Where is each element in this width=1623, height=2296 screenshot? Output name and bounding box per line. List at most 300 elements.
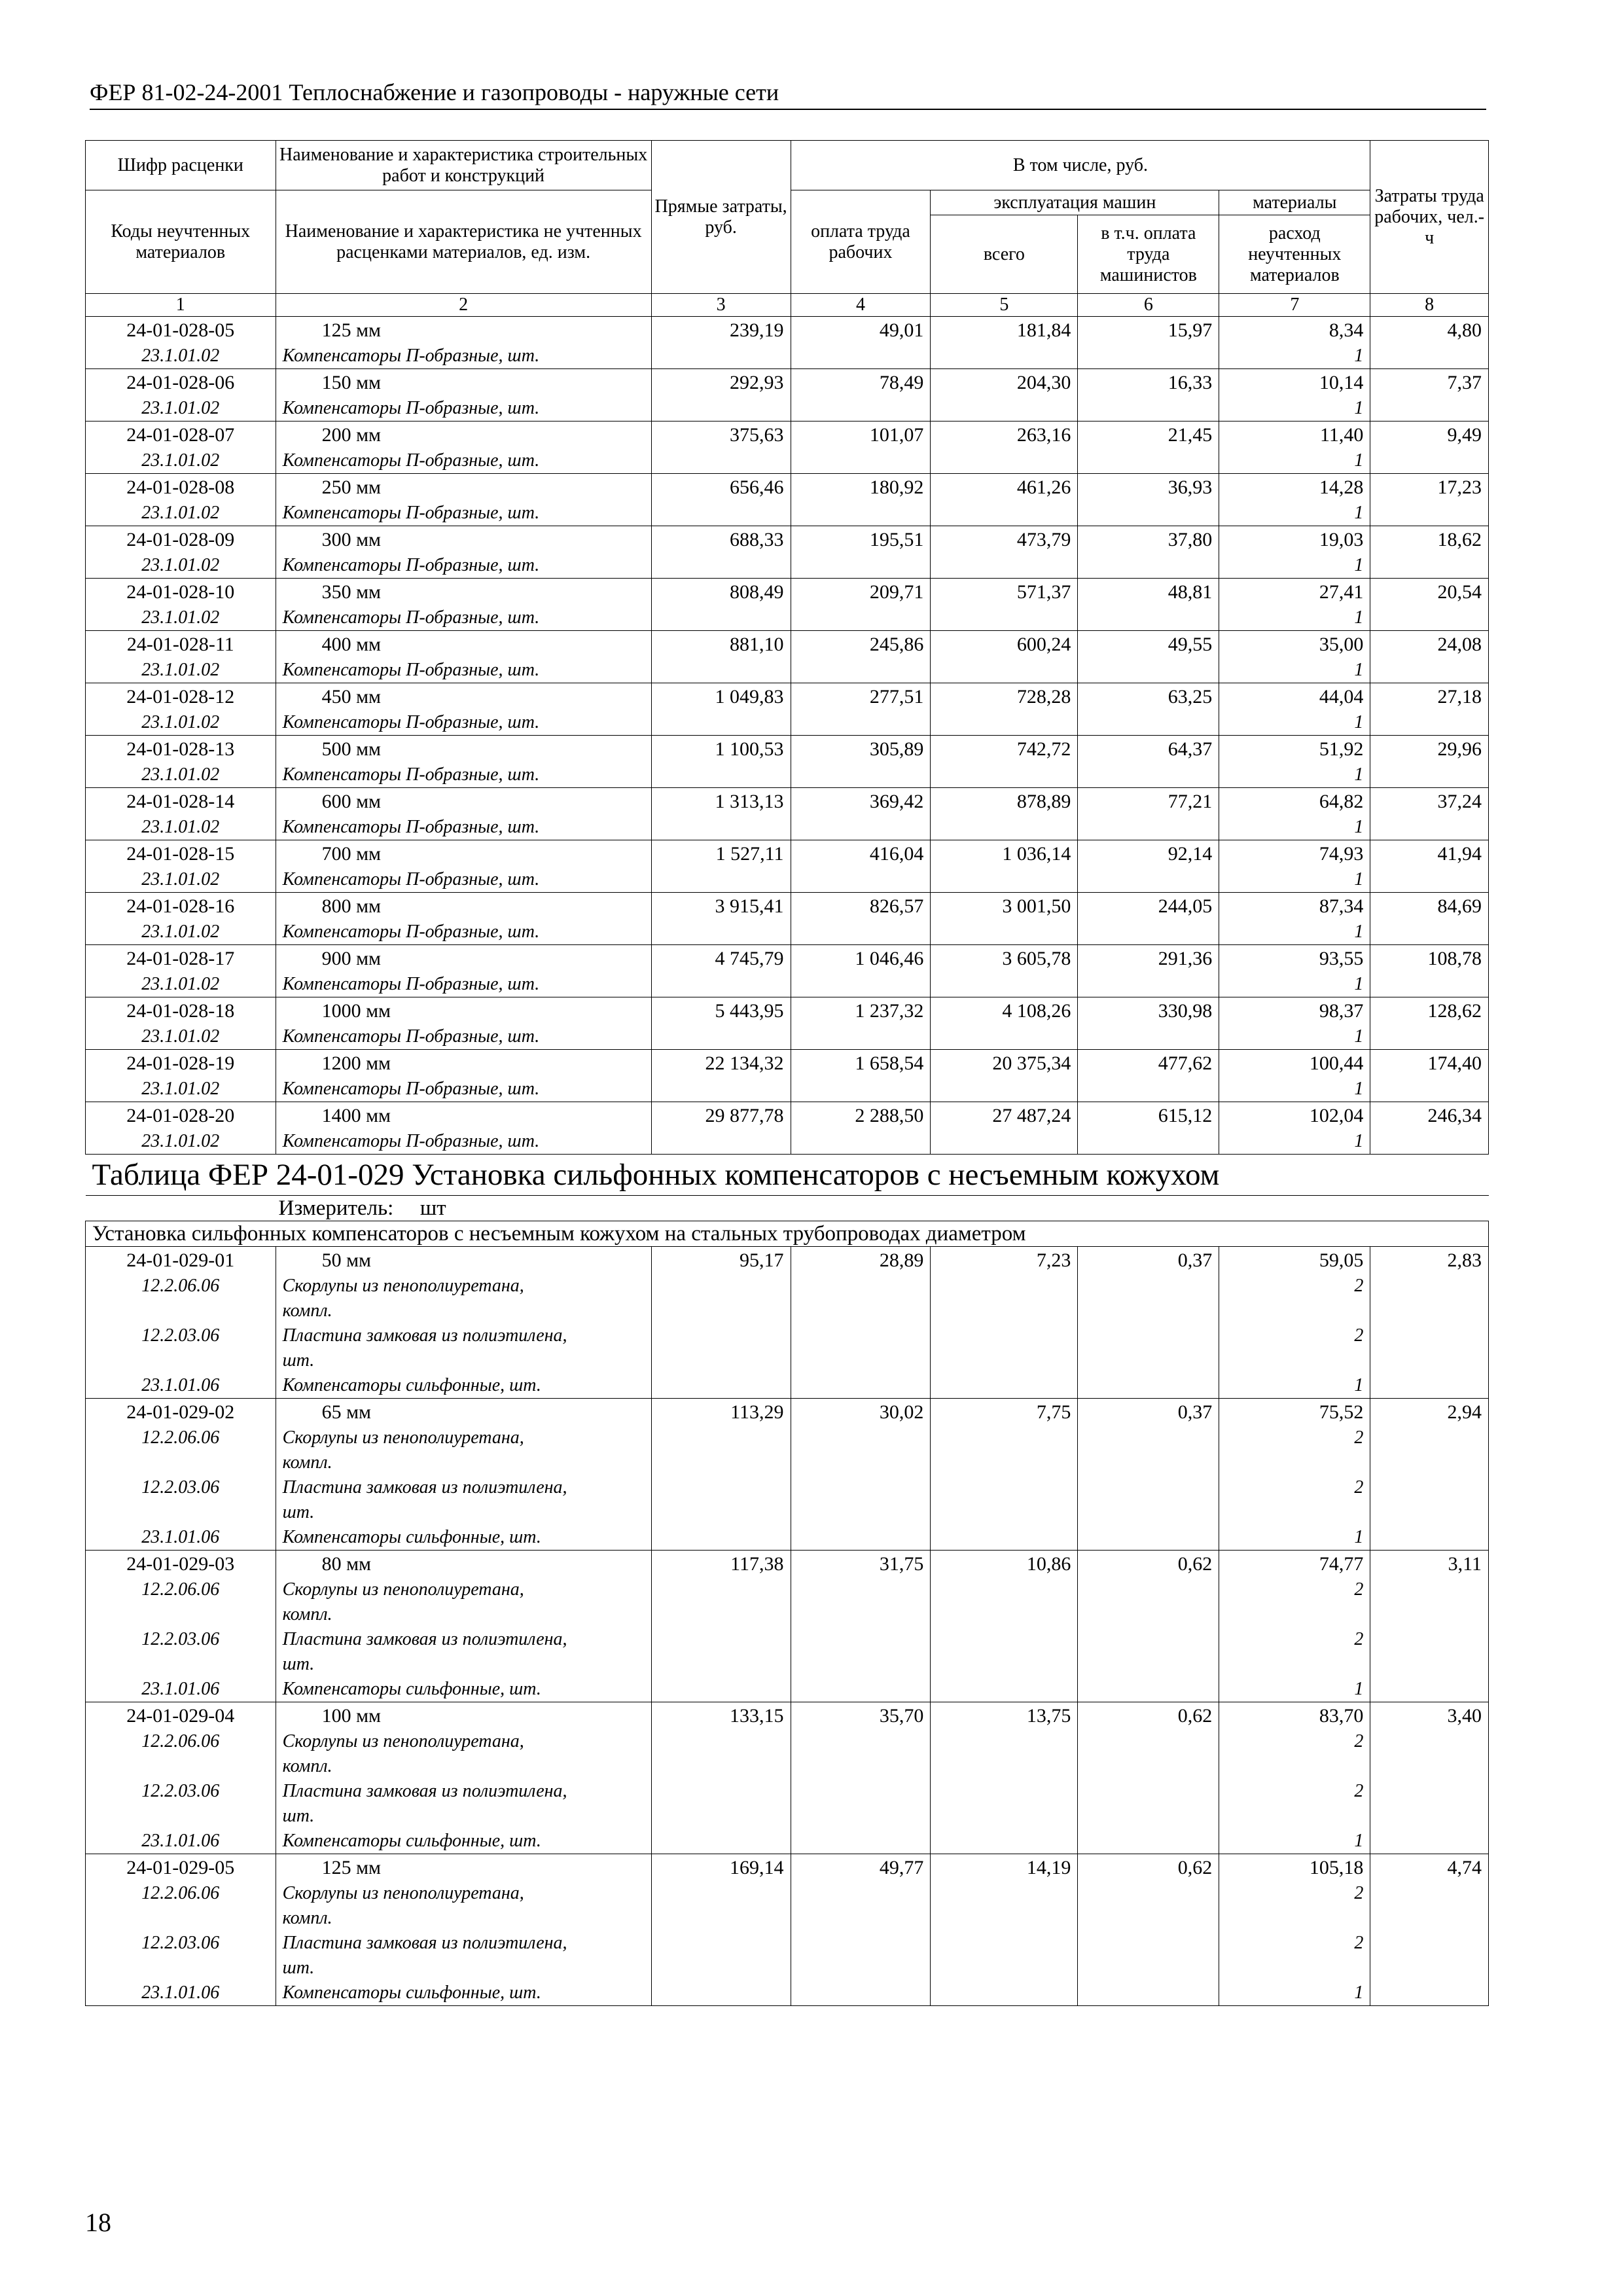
table-029-title: Таблица ФЕР 24-01-029 Установка сильфонных компенсаторов с несъемным кожухом <box>86 1155 1489 1196</box>
material-code: 23.1.01.06 <box>141 1679 220 1699</box>
rate-code: 24-01-028-06 <box>126 372 235 393</box>
labor-pay: 30,02 <box>879 1401 924 1423</box>
material-qty: 1 <box>1354 1982 1364 2003</box>
materials-cost: 19,03 <box>1319 529 1364 550</box>
machines-labor: 0,62 <box>1177 1553 1213 1575</box>
rate-code: 24-01-028-18 <box>126 1000 235 1022</box>
material-name: Компенсаторы сильфонные, шт. <box>282 1527 541 1547</box>
rate-code: 24-01-029-02 <box>126 1401 235 1423</box>
material-name: Компенсаторы П-образные, шт. <box>282 712 540 732</box>
material-qty: 1 <box>1354 1079 1364 1099</box>
col-number: 8 <box>1370 294 1489 317</box>
material-name: Скорлупы из пенополиуретана, <box>282 1427 524 1448</box>
work-name: 150 мм <box>321 372 382 393</box>
labor-hours: 41,94 <box>1437 843 1482 865</box>
labor-hours: 108,78 <box>1427 948 1482 969</box>
labor-pay: 1 658,54 <box>855 1052 924 1074</box>
labor-pay: 2 288,50 <box>855 1105 924 1126</box>
work-name: 125 мм <box>321 1857 382 1878</box>
labor-hours: 2,94 <box>1447 1401 1482 1423</box>
materials-cost: 59,05 <box>1319 1249 1364 1271</box>
direct-costs: 808,49 <box>730 581 784 603</box>
machines-total: 461,26 <box>1016 476 1071 498</box>
work-name: 450 мм <box>321 686 382 708</box>
material-name: Компенсаторы сильфонные, шт. <box>282 1831 541 1851</box>
machines-total: 204,30 <box>1016 372 1071 393</box>
material-name: Пластина замковая из полиэтилена, <box>282 1325 567 1346</box>
header-including: В том числе, руб. <box>791 141 1370 190</box>
labor-pay: 1 046,46 <box>855 948 924 969</box>
table-row <box>86 840 1489 893</box>
material-qty: 2 <box>1354 1579 1364 1600</box>
machines-labor: 0,37 <box>1177 1401 1213 1423</box>
machines-labor: 37,80 <box>1168 529 1213 550</box>
col-number: 7 <box>1219 294 1370 317</box>
material-qty: 1 <box>1354 712 1364 732</box>
machines-labor: 21,45 <box>1168 424 1213 446</box>
material-code: 23.1.01.06 <box>141 1375 220 1395</box>
header-machines-total: всего <box>931 215 1078 294</box>
header-machines: эксплуатация машин <box>931 190 1219 215</box>
labor-pay: 101,07 <box>869 424 924 446</box>
material-code: 12.2.06.06 <box>141 1731 220 1751</box>
materials-cost: 74,77 <box>1319 1553 1364 1575</box>
machines-labor: 0,62 <box>1177 1705 1213 1727</box>
direct-costs: 375,63 <box>730 424 784 446</box>
labor-hours: 4,80 <box>1447 319 1482 341</box>
material-code: 23.1.01.02 <box>141 1131 220 1151</box>
material-name: Компенсаторы П-образные, шт. <box>282 764 540 785</box>
col-number: 2 <box>276 294 651 317</box>
material-name: Пластина замковая из полиэтилена, <box>282 1933 567 1953</box>
material-qty: 1 <box>1354 922 1364 942</box>
material-name: Компенсаторы П-образные, шт. <box>282 1079 540 1099</box>
header-labor-costs: Затраты труда рабочих, чел.-ч <box>1370 141 1489 294</box>
material-code: 23.1.01.06 <box>141 1527 220 1547</box>
material-qty: 1 <box>1354 555 1364 575</box>
material-name: Компенсаторы П-образные, шт. <box>282 1131 540 1151</box>
labor-pay: 245,86 <box>869 634 924 655</box>
table-row <box>86 1399 1489 1551</box>
table-row <box>86 474 1489 526</box>
table-row <box>86 422 1489 474</box>
rate-code: 24-01-029-04 <box>126 1705 235 1727</box>
material-qty: 2 <box>1354 1781 1364 1801</box>
material-name: Компенсаторы П-образные, шт. <box>282 660 540 680</box>
material-code: 23.1.01.02 <box>141 1079 220 1099</box>
material-code: 23.1.01.02 <box>141 555 220 575</box>
machines-labor: 48,81 <box>1168 581 1213 603</box>
direct-costs: 29 877,78 <box>705 1105 784 1126</box>
labor-pay: 277,51 <box>869 686 924 708</box>
work-name: 1000 мм <box>321 1000 391 1022</box>
machines-total: 263,16 <box>1016 424 1071 446</box>
material-qty: 1 <box>1354 1026 1364 1047</box>
labor-pay: 78,49 <box>879 372 924 393</box>
header-material-codes: Коды неучтенных материалов <box>86 190 276 294</box>
material-qty: 2 <box>1354 1325 1364 1346</box>
material-name: Компенсаторы П-образные, шт. <box>282 398 540 418</box>
work-name: 50 мм <box>321 1249 372 1271</box>
machines-labor: 0,37 <box>1177 1249 1213 1271</box>
labor-pay: 180,92 <box>869 476 924 498</box>
labor-pay: 826,57 <box>869 895 924 917</box>
material-code: 12.2.06.06 <box>141 1883 220 1903</box>
direct-costs: 22 134,32 <box>705 1052 784 1074</box>
material-name: Компенсаторы П-образные, шт. <box>282 555 540 575</box>
material-qty: 1 <box>1354 869 1364 889</box>
direct-costs: 292,93 <box>730 372 784 393</box>
labor-hours: 37,24 <box>1437 791 1482 812</box>
material-qty: 2 <box>1354 1933 1364 1953</box>
page-number: 18 <box>85 2208 111 2237</box>
machines-total: 1 036,14 <box>1002 843 1071 865</box>
materials-cost: 44,04 <box>1319 686 1364 708</box>
material-name: Компенсаторы П-образные, шт. <box>282 869 540 889</box>
table-row <box>86 1854 1489 2006</box>
materials-cost: 10,14 <box>1319 372 1364 393</box>
machines-total: 742,72 <box>1016 738 1071 760</box>
labor-hours: 18,62 <box>1437 529 1482 550</box>
labor-pay: 28,89 <box>879 1249 924 1271</box>
header-code: Шифр расценки <box>86 141 276 190</box>
material-name-cont: компл. <box>282 1300 332 1321</box>
machines-total: 14,19 <box>1026 1857 1071 1878</box>
material-code: 12.2.06.06 <box>141 1427 220 1448</box>
material-name: Скорлупы из пенополиуретана, <box>282 1276 524 1296</box>
machines-total: 27 487,24 <box>992 1105 1071 1126</box>
material-code: 23.1.01.02 <box>141 712 220 732</box>
materials-cost: 98,37 <box>1319 1000 1364 1022</box>
labor-hours: 4,74 <box>1447 1857 1482 1878</box>
machines-labor: 15,97 <box>1168 319 1213 341</box>
labor-hours: 174,40 <box>1427 1052 1482 1074</box>
direct-costs: 1 100,53 <box>715 738 784 760</box>
work-name: 125 мм <box>321 319 382 341</box>
labor-hours: 84,69 <box>1437 895 1482 917</box>
material-qty: 1 <box>1354 1375 1364 1395</box>
material-name: Компенсаторы П-образные, шт. <box>282 346 540 366</box>
material-name: Скорлупы из пенополиуретана, <box>282 1579 524 1600</box>
table-row <box>86 788 1489 840</box>
material-name-cont: шт. <box>282 1958 315 1978</box>
materials-cost: 35,00 <box>1319 634 1364 655</box>
machines-total: 20 375,34 <box>992 1052 1071 1074</box>
material-code: 23.1.01.02 <box>141 869 220 889</box>
rate-code: 24-01-028-15 <box>126 843 235 865</box>
material-code: 23.1.01.02 <box>141 660 220 680</box>
material-code: 12.2.03.06 <box>141 1325 220 1346</box>
work-name: 250 мм <box>321 476 382 498</box>
header-labor-pay: оплата труда рабочих <box>791 190 931 294</box>
header-material-consumption: расход неучтенных материалов <box>1219 215 1370 294</box>
material-code: 12.2.03.06 <box>141 1933 220 1953</box>
material-qty: 1 <box>1354 503 1364 523</box>
col-number: 4 <box>791 294 931 317</box>
material-qty: 1 <box>1354 660 1364 680</box>
labor-hours: 20,54 <box>1437 581 1482 603</box>
materials-cost: 64,82 <box>1319 791 1364 812</box>
machines-labor: 291,36 <box>1158 948 1213 969</box>
material-name-cont: компл. <box>282 1908 332 1928</box>
machines-total: 600,24 <box>1016 634 1071 655</box>
material-name: Скорлупы из пенополиуретана, <box>282 1731 524 1751</box>
work-name: 350 мм <box>321 581 382 603</box>
work-name: 80 мм <box>321 1553 372 1575</box>
meter-unit: шт <box>419 1196 446 1220</box>
rate-code: 24-01-028-16 <box>126 895 235 917</box>
materials-cost: 87,34 <box>1319 895 1364 917</box>
rate-code: 24-01-028-20 <box>126 1105 235 1126</box>
material-qty: 2 <box>1354 1883 1364 1903</box>
material-code: 12.2.06.06 <box>141 1579 220 1600</box>
direct-costs: 113,29 <box>730 1401 784 1423</box>
material-code: 23.1.01.06 <box>141 1831 220 1851</box>
machines-labor: 0,62 <box>1177 1857 1213 1878</box>
machines-total: 13,75 <box>1026 1705 1071 1727</box>
table-029-description: Установка сильфонных компенсаторов с несъемным кожухом на стальных трубопроводах диаметром <box>86 1221 1489 1247</box>
header-work-name: Наименование и характеристика строительных работ и конструкций <box>276 141 651 190</box>
labor-hours: 17,23 <box>1437 476 1482 498</box>
rate-code: 24-01-028-19 <box>126 1052 235 1074</box>
machines-labor: 77,21 <box>1168 791 1213 812</box>
machines-total: 728,28 <box>1016 686 1071 708</box>
material-name: Пластина замковая из полиэтилена, <box>282 1629 567 1649</box>
header-machines-labor: в т.ч. оплата труда машинистов <box>1078 215 1219 294</box>
work-name: 1400 мм <box>321 1105 391 1126</box>
work-name: 65 мм <box>321 1401 372 1423</box>
labor-pay: 31,75 <box>879 1553 924 1575</box>
header-material-names: Наименование и характеристика не учтенных расценками материалов, ед. изм. <box>276 190 651 294</box>
material-code: 12.2.03.06 <box>141 1477 220 1498</box>
rate-code: 24-01-028-09 <box>126 529 235 550</box>
labor-pay: 209,71 <box>869 581 924 603</box>
materials-cost: 11,40 <box>1319 424 1364 446</box>
material-qty: 1 <box>1354 1831 1364 1851</box>
materials-cost: 14,28 <box>1319 476 1364 498</box>
material-name: Компенсаторы П-образные, шт. <box>282 922 540 942</box>
direct-costs: 688,33 <box>730 529 784 550</box>
materials-cost: 105,18 <box>1309 1857 1364 1878</box>
material-code: 23.1.01.02 <box>141 398 220 418</box>
material-name: Пластина замковая из полиэтилена, <box>282 1781 567 1801</box>
rate-code: 24-01-028-07 <box>126 424 235 446</box>
materials-cost: 102,04 <box>1309 1105 1364 1126</box>
material-code: 23.1.01.02 <box>141 922 220 942</box>
rate-code: 24-01-029-05 <box>126 1857 235 1878</box>
work-name: 800 мм <box>321 895 382 917</box>
material-qty: 2 <box>1354 1427 1364 1448</box>
material-name: Компенсаторы сильфонные, шт. <box>282 1679 541 1699</box>
material-code: 23.1.01.02 <box>141 974 220 994</box>
table-row <box>86 369 1489 422</box>
material-name: Компенсаторы П-образные, шт. <box>282 503 540 523</box>
labor-pay: 1 237,32 <box>855 1000 924 1022</box>
labor-pay: 35,70 <box>879 1705 924 1727</box>
material-name: Компенсаторы П-образные, шт. <box>282 817 540 837</box>
direct-costs: 239,19 <box>730 319 784 341</box>
materials-cost: 27,41 <box>1319 581 1364 603</box>
col-number: 6 <box>1078 294 1219 317</box>
col-number: 1 <box>86 294 276 317</box>
rate-code: 24-01-028-08 <box>126 476 235 498</box>
labor-hours: 128,62 <box>1427 1000 1482 1022</box>
material-name: Компенсаторы П-образные, шт. <box>282 607 540 628</box>
labor-hours: 2,83 <box>1447 1249 1482 1271</box>
labor-pay: 416,04 <box>869 843 924 865</box>
material-name-cont: компл. <box>282 1756 332 1776</box>
materials-cost: 51,92 <box>1319 738 1364 760</box>
material-qty: 2 <box>1354 1276 1364 1296</box>
material-name: Пластина замковая из полиэтилена, <box>282 1477 567 1498</box>
header-direct-costs: Прямые затраты, руб. <box>651 141 791 294</box>
direct-costs: 1 313,13 <box>715 791 784 812</box>
material-name-cont: компл. <box>282 1604 332 1624</box>
material-code: 12.2.06.06 <box>141 1276 220 1296</box>
material-code: 23.1.01.02 <box>141 817 220 837</box>
work-name: 400 мм <box>321 634 382 655</box>
direct-costs: 881,10 <box>730 634 784 655</box>
table-row <box>86 736 1489 788</box>
rate-code: 24-01-028-14 <box>126 791 235 812</box>
machines-total: 10,86 <box>1026 1553 1071 1575</box>
table-row <box>86 893 1489 945</box>
work-name: 100 мм <box>321 1705 382 1727</box>
material-name: Компенсаторы сильфонные, шт. <box>282 1982 541 2003</box>
materials-cost: 100,44 <box>1309 1052 1364 1074</box>
work-name: 200 мм <box>321 424 382 446</box>
machines-total: 3 001,50 <box>1002 895 1071 917</box>
machines-total: 7,75 <box>1036 1401 1071 1423</box>
direct-costs: 4 745,79 <box>715 948 784 969</box>
machines-total: 571,37 <box>1016 581 1071 603</box>
material-qty: 1 <box>1354 1131 1364 1151</box>
material-name-cont: шт. <box>282 1350 315 1371</box>
rate-code: 24-01-028-12 <box>126 686 235 708</box>
rate-code: 24-01-029-01 <box>126 1249 235 1271</box>
meter-label: Измеритель: <box>278 1196 394 1220</box>
material-qty: 1 <box>1354 1527 1364 1547</box>
material-qty: 1 <box>1354 764 1364 785</box>
table-row <box>86 1702 1489 1854</box>
work-name: 700 мм <box>321 843 382 865</box>
machines-labor: 92,14 <box>1168 843 1213 865</box>
rate-code: 24-01-028-17 <box>126 948 235 969</box>
labor-hours: 7,37 <box>1447 372 1482 393</box>
material-code: 12.2.03.06 <box>141 1781 220 1801</box>
machines-labor: 36,93 <box>1168 476 1213 498</box>
table-row <box>86 683 1489 736</box>
labor-hours: 246,34 <box>1427 1105 1482 1126</box>
rate-code: 24-01-029-03 <box>126 1553 235 1575</box>
material-name-cont: шт. <box>282 1806 315 1826</box>
price-table <box>85 140 1489 2006</box>
material-code: 12.2.03.06 <box>141 1629 220 1649</box>
direct-costs: 1 049,83 <box>715 686 784 708</box>
table-row <box>86 1247 1489 1399</box>
direct-costs: 656,46 <box>730 476 784 498</box>
machines-total: 3 605,78 <box>1002 948 1071 969</box>
table-row <box>86 997 1489 1050</box>
machines-labor: 64,37 <box>1168 738 1213 760</box>
material-name: Компенсаторы П-образные, шт. <box>282 450 540 471</box>
direct-costs: 3 915,41 <box>715 895 784 917</box>
col-number: 3 <box>651 294 791 317</box>
direct-costs: 5 443,95 <box>715 1000 784 1022</box>
material-code: 23.1.01.02 <box>141 764 220 785</box>
direct-costs: 95,17 <box>740 1249 784 1271</box>
labor-hours: 29,96 <box>1437 738 1482 760</box>
work-name: 600 мм <box>321 791 382 812</box>
machines-total: 181,84 <box>1016 319 1071 341</box>
machines-labor: 16,33 <box>1168 372 1213 393</box>
work-name: 1200 мм <box>321 1052 391 1074</box>
material-code: 23.1.01.02 <box>141 1026 220 1047</box>
machines-labor: 49,55 <box>1168 634 1213 655</box>
work-name: 500 мм <box>321 738 382 760</box>
material-name-cont: шт. <box>282 1654 315 1674</box>
labor-hours: 3,11 <box>1448 1553 1482 1575</box>
machines-labor: 615,12 <box>1158 1105 1213 1126</box>
table-row <box>86 579 1489 631</box>
material-name: Компенсаторы П-образные, шт. <box>282 974 540 994</box>
material-name-cont: компл. <box>282 1452 332 1473</box>
material-qty: 1 <box>1354 398 1364 418</box>
material-name: Компенсаторы П-образные, шт. <box>282 1026 540 1047</box>
work-name: 300 мм <box>321 529 382 550</box>
machines-labor: 330,98 <box>1158 1000 1213 1022</box>
rate-code: 24-01-028-05 <box>126 319 235 341</box>
table-row <box>86 317 1489 369</box>
machines-labor: 244,05 <box>1158 895 1213 917</box>
table-row <box>86 1050 1489 1102</box>
machines-total: 878,89 <box>1016 791 1071 812</box>
direct-costs: 133,15 <box>730 1705 784 1727</box>
col-number: 5 <box>931 294 1078 317</box>
machines-total: 4 108,26 <box>1002 1000 1071 1022</box>
direct-costs: 1 527,11 <box>715 843 784 865</box>
rate-code: 24-01-028-10 <box>126 581 235 603</box>
labor-pay: 195,51 <box>869 529 924 550</box>
material-qty: 1 <box>1354 1679 1364 1699</box>
machines-labor: 63,25 <box>1168 686 1213 708</box>
materials-cost: 75,52 <box>1319 1401 1364 1423</box>
labor-pay: 369,42 <box>869 791 924 812</box>
material-qty: 2 <box>1354 1629 1364 1649</box>
header-materials: материалы <box>1219 190 1370 215</box>
material-qty: 1 <box>1354 974 1364 994</box>
labor-pay: 49,01 <box>879 319 924 341</box>
material-code: 23.1.01.06 <box>141 1982 220 2003</box>
material-name: Скорлупы из пенополиуретана, <box>282 1883 524 1903</box>
labor-hours: 3,40 <box>1447 1705 1482 1727</box>
material-qty: 1 <box>1354 450 1364 471</box>
materials-cost: 83,70 <box>1319 1705 1364 1727</box>
material-qty: 2 <box>1354 1477 1364 1498</box>
machines-labor: 477,62 <box>1158 1052 1213 1074</box>
table-row <box>86 1551 1489 1702</box>
direct-costs: 117,38 <box>730 1553 784 1575</box>
material-qty: 2 <box>1354 1731 1364 1751</box>
work-name: 900 мм <box>321 948 382 969</box>
table-row <box>86 1102 1489 1155</box>
material-name: Компенсаторы сильфонные, шт. <box>282 1375 541 1395</box>
machines-total: 7,23 <box>1036 1249 1071 1271</box>
table-row <box>86 631 1489 683</box>
rate-code: 24-01-028-11 <box>126 634 234 655</box>
materials-cost: 8,34 <box>1329 319 1364 341</box>
material-code: 23.1.01.02 <box>141 503 220 523</box>
